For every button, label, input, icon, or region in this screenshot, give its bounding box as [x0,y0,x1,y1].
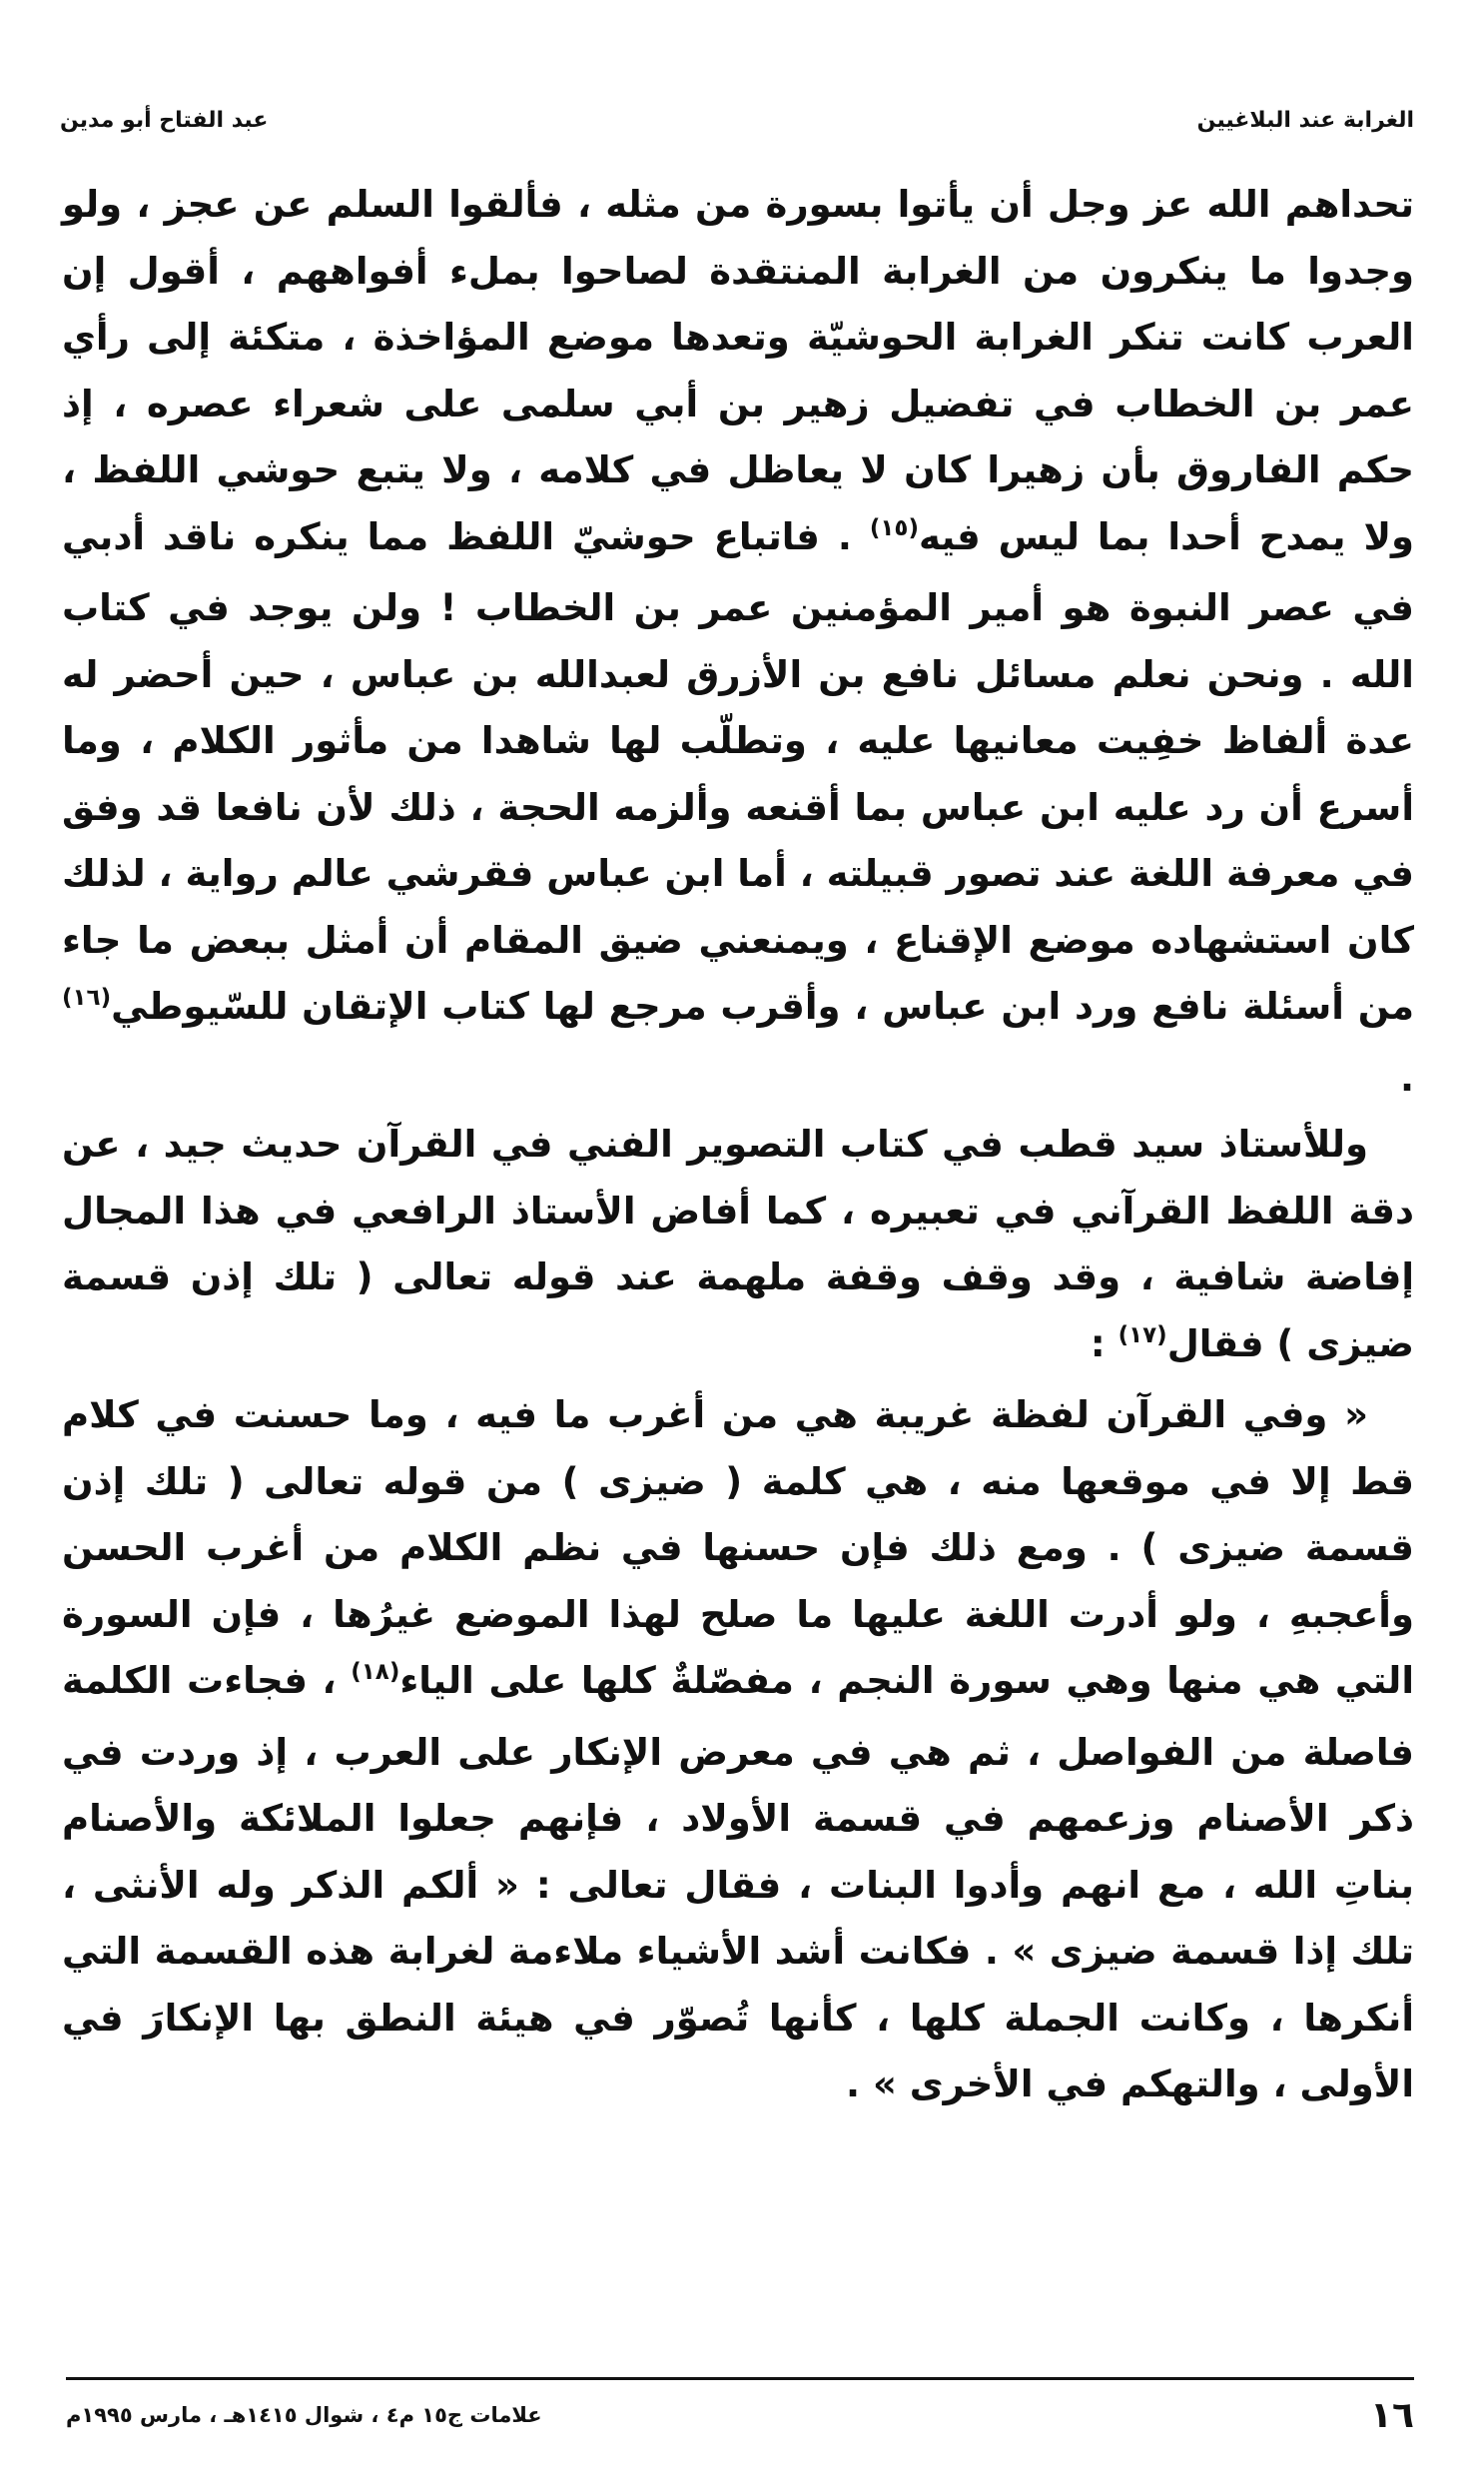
footnote-marker: (١٥) [869,514,919,541]
paragraph-text: تحداهم الله عز وجل أن يأتوا بسورة من مثله ، فألقوا السلم عن عجز ، ولو وجدوا ما ينكرون من الغرابة المنتقدة لصاحوا بملء أفواههم ، أقول إن العرب كانت تنكر الغرابة الحوشيّة وتعدها موضع المؤاخذة ، متكئة إلى رأي عمر بن الخطاب في تفضيل زهير بن أبي سلمى على شعراء عصره ، إذ حكم الفاروق بأن زهيرا كان لا يعاظل في كلامه ، ولا يتبع حوشي اللفظ ، ولا يمدح أحدا بما ليس فيه [62,183,1414,558]
paragraph [62,1112,1414,1382]
footer-rule [66,2377,1414,2380]
page-footer [66,2393,1414,2437]
paragraph-text: : [1090,1321,1106,1365]
quotation-paragraph [62,1382,1414,2118]
paragraph-text: « وفي القرآن لفظة غريبة هي من أغرب ما فيه ، وما حسنت في كلام قط إلا في موقعها منه ، هي كلمة ( ضيزى ) من قوله تعالى ( تلك إذن قسمة ضيزى ) . ومع ذلك فإن حسنها في نظم الكلام من أغرب الحسن وأعجبهِ ، ولو أدرت اللغة عليها ما صلح لهذا الموضع غيرُها ، فإن السورة التي هي منها وهي سورة النجم ، مفصّلةٌ كلها على الياء [62,1393,1415,1702]
page-number: ١٦ [1370,2394,1414,2436]
footnote-marker: (١٦) [62,985,112,1011]
paragraph [62,172,1414,1112]
article-body [62,172,1414,2118]
journal-imprint: علامات ج١٥ م٤ ، شوال ١٤١٥هـ ، مارس ١٩٩٥م [66,2403,542,2427]
paragraph-text: . [1399,1056,1414,1100]
running-header [60,100,1414,140]
footnote-marker: (١٨) [351,1659,400,1685]
paragraph-text: ، فجاءت الكلمة فاصلة من الفواصل ، ثم هي في معرض الإنكار على العرب ، إذ وردت في ذكر الأصنام وزعمهم في قسمة الأولاد ، فإنهم جعلوا الملائكة والأصنام بناتِ الله ، مع انهم وأدوا البنات ، فقال تعالى : « ألكم الذكر وله الأنثى ، تلك إذا قسمة ضيزى » . فكانت أشد الأشياء ملاءمة لغرابة هذه القسمة التي أنكرها ، وكانت الجملة كلها ، كأنها تُصوّر في هيئة النطق بها الإنكارَ في الأولى ، والتهكم في الأخرى » . [62,1659,1414,2105]
footnote-marker: (١٧) [1117,1321,1167,1348]
paragraph-text: وللأستاذ سيد قطب في كتاب التصوير الفني في القرآن حديث جيد ، عن دقة اللفظ القرآني في تعبيره ، كما أفاض الأستاذ الرافعي في هذا المجال إفاضة شافية ، وقد وقف وقفة ملهمة عند قوله تعالى ( تلك إذن قسمة ضيزى ) فقال [62,1123,1414,1365]
paragraph-text: . فاتباع حوشيّ اللفظ مما ينكره ناقد أدبي في عصر النبوة هو أمير المؤمنين عمر بن الخطاب ! ولن يوجد في كتاب الله . ونحن نعلم مسائل نافع بن الأزرق لعبدالله بن عباس ، حين أحضر له عدة ألفاظ خفِيت معانيها عليه ، وتطلّب لها شاهدا من مأثور الكلام ، وما أسرع أن رد عليه ابن عباس بما أقنعه وألزمه الحجة ، ذلك لأن نافعا قد وفق في معرفة اللغة عند تصور قبيلته ، أما ابن عباس فقرشي عالم رواية ، لذلك كان استشهاده موضع الإقناع ، ويمنعني ضيق المقام أن أمثل ببعض ما جاء من أسئلة نافع ورد ابن عباس ، وأقرب مرجع لها كتاب الإتقان للسّيوطي [62,514,1414,1028]
article-title: الغرابة عند البلاغيين [1196,107,1414,133]
author-name: عبد الفتاح أبو مدين [60,107,269,133]
